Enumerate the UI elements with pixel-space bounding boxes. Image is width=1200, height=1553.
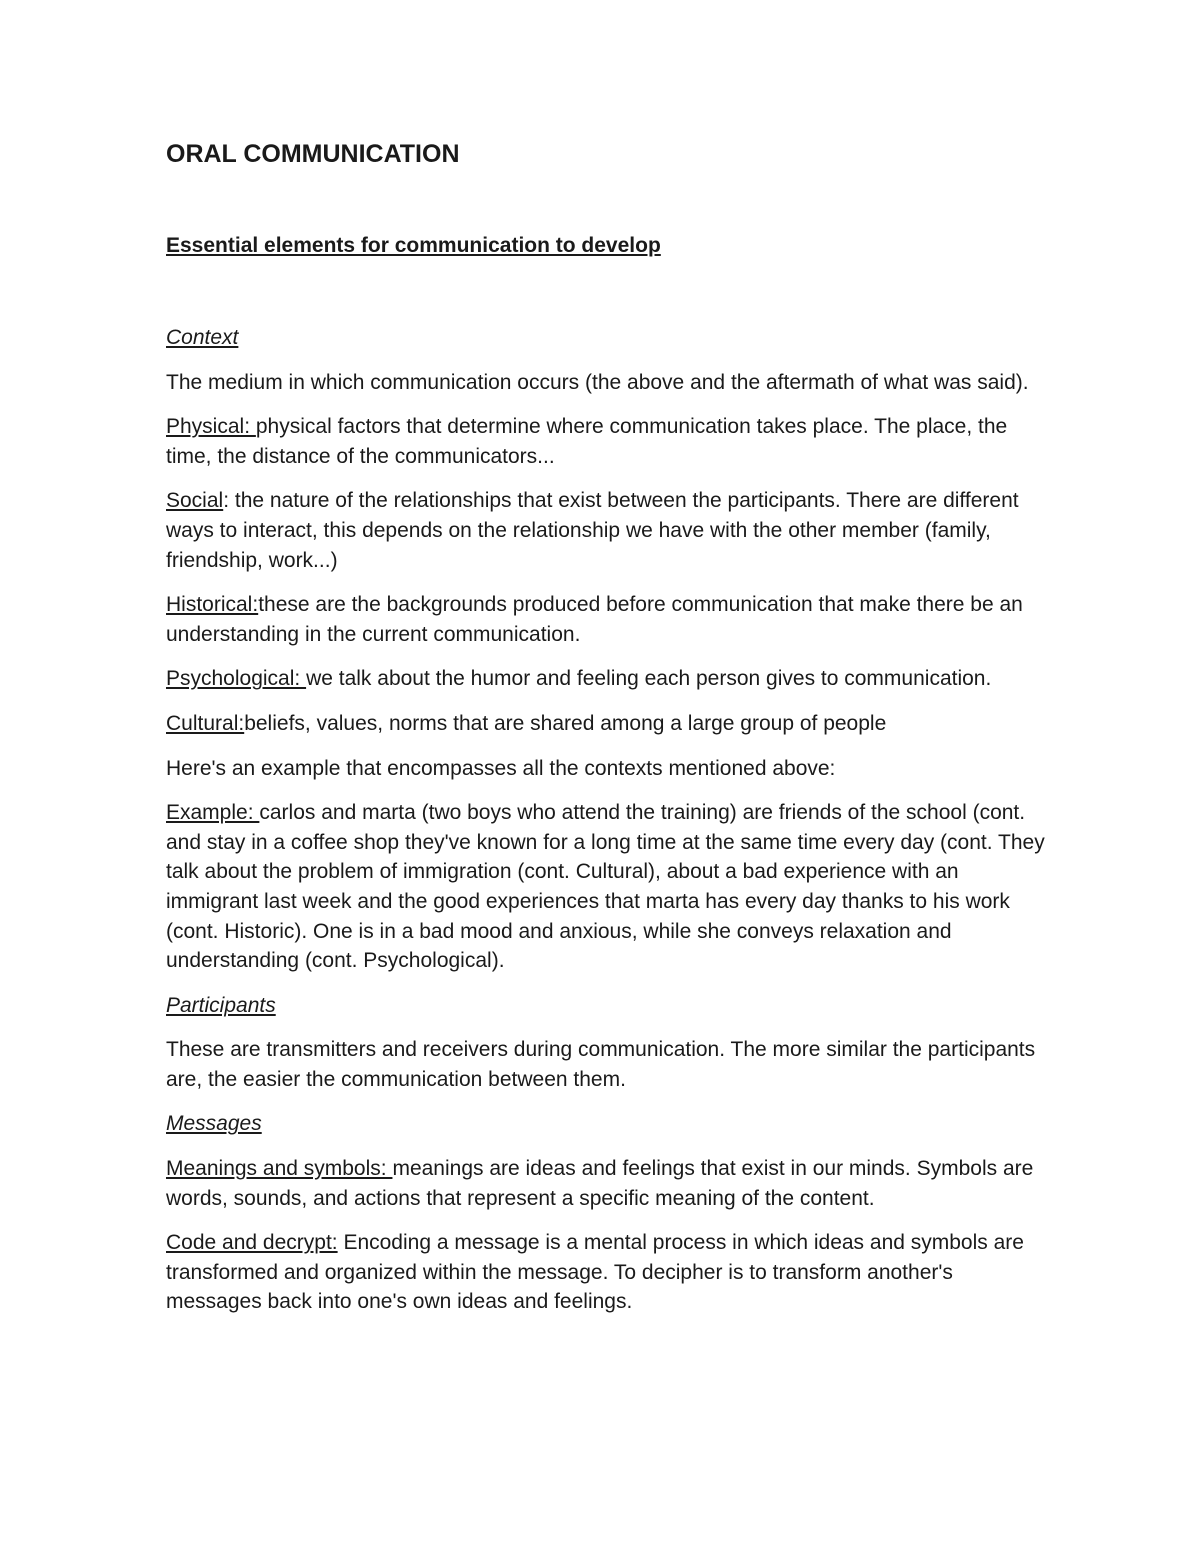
paragraph-context-intro: The medium in which communication occurs (the above and the aftermath of what was said). xyxy=(166,370,1029,394)
physical-label: Physical: xyxy=(166,415,256,439)
section-heading-context xyxy=(166,323,1046,353)
cultural-text: beliefs, values, norms that are shared among a large group of people xyxy=(244,711,887,735)
paragraph-example xyxy=(166,798,1046,976)
historical-text: these are the backgrounds produced before communication that make there be an understanding in the current communication. xyxy=(166,593,1023,646)
paragraph-cultural xyxy=(166,709,1046,739)
meanings-label: Meanings and symbols: xyxy=(166,1157,393,1181)
psychological-label: Psychological: xyxy=(166,667,307,691)
paragraph-meanings xyxy=(166,1154,1046,1213)
example-label: Example: xyxy=(166,801,260,825)
code-label: Code and decrypt: xyxy=(166,1231,338,1255)
example-text: carlos and marta (two boys who attend the training) are friends of the school (cont. and stay in a coffee shop they've known for a long time at the same time every day (cont. They talk about the problem of immigration (cont. Cultural), about a bad experience with an immigrant last week and the good experiences that marta has every day thanks to his work (cont. Historic). One is in a bad mood and anxious, while she conveys relaxation and understanding (cont. Psychological). xyxy=(166,801,1045,973)
page-subtitle: Essential elements for communication to develop xyxy=(166,234,661,257)
code-text: Encoding a message is a mental process in which ideas and symbols are transformed and organized within the message. To decipher is to transform another's messages back into one's own ideas and feelings. xyxy=(166,1231,1024,1314)
historical-label: Historical: xyxy=(166,593,259,617)
paragraph-historical xyxy=(166,590,1046,649)
section-heading-messages xyxy=(166,1109,1046,1139)
section-heading-participants xyxy=(166,991,1046,1021)
paragraph-code xyxy=(166,1228,1046,1317)
messages-heading: Messages xyxy=(166,1112,262,1136)
paragraph-psychological xyxy=(166,664,1046,694)
paragraph-participants: These are transmitters and receivers during communication. The more similar the participants are, the easier the communication between them. xyxy=(166,1038,1036,1091)
social-label: Social xyxy=(166,489,224,513)
social-text: : the nature of the relationships that exist between the participants. There are different ways to interact, this depends on the relationship we have with the other member (family, friendship, work...) xyxy=(166,489,1019,572)
document-body xyxy=(166,323,1046,1332)
paragraph-physical xyxy=(166,412,1046,471)
paragraph-example-intro: Here's an example that encompasses all the contexts mentioned above: xyxy=(166,756,836,780)
physical-text: physical factors that determine where communication takes place. The place, the time, the distance of the communicators... xyxy=(166,415,1008,468)
page-title: ORAL COMMUNICATION xyxy=(166,140,460,168)
meanings-text: meanings are ideas and feelings that exist in our minds. Symbols are words, sounds, and actions that represent a specific meaning of the content. xyxy=(166,1157,1034,1210)
psychological-text: we talk about the humor and feeling each person gives to communication. xyxy=(306,667,992,691)
paragraph-social xyxy=(166,486,1046,575)
participants-heading: Participants xyxy=(166,993,276,1017)
cultural-label: Cultural: xyxy=(166,711,245,735)
context-heading: Context xyxy=(166,326,239,349)
